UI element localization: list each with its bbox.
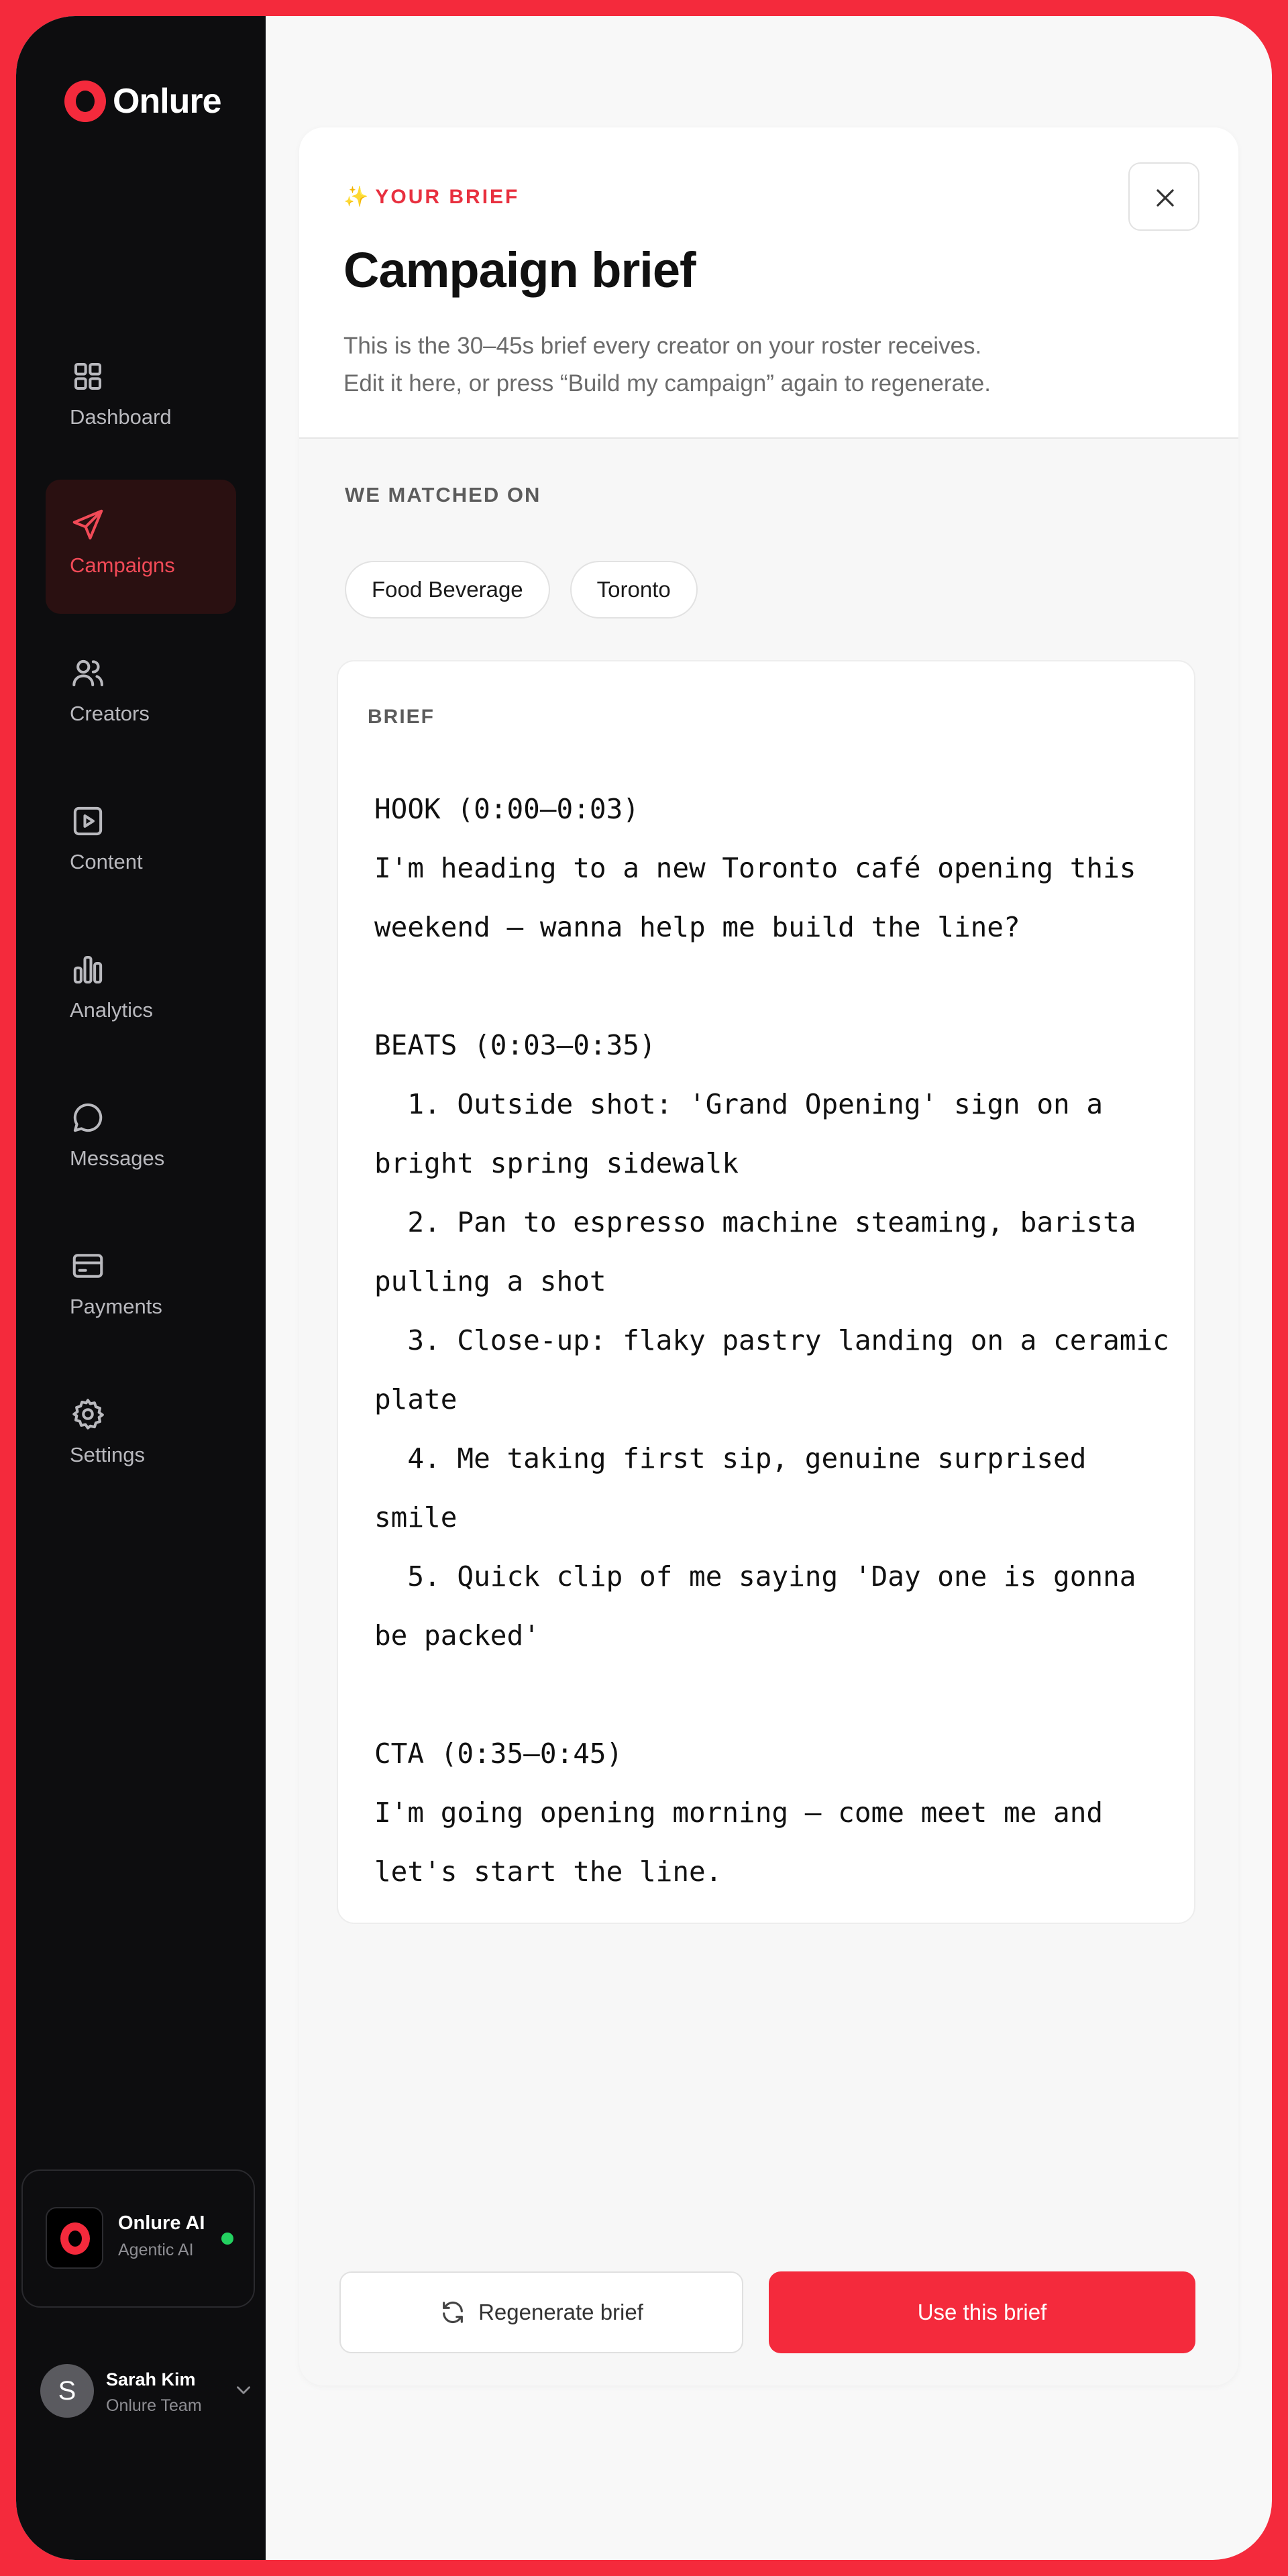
onlure-ai-logo-icon [46, 2207, 103, 2269]
play-icon [70, 803, 106, 839]
sidebar [16, 16, 266, 2560]
sidebar-item-label: Messages [70, 1146, 165, 1170]
send-icon [70, 506, 106, 543]
grid-icon [70, 358, 106, 394]
sidebar-item-campaigns[interactable] [46, 480, 236, 614]
sidebar-item-creators[interactable] [46, 628, 236, 762]
sidebar-item-label: Campaigns [70, 553, 175, 577]
brand-logo[interactable] [64, 80, 221, 122]
ai-subtitle: Agentic AI [118, 2241, 194, 2259]
sparkles-icon: ✨ [343, 186, 369, 208]
matched-chips [345, 561, 718, 619]
chip-food-beverage[interactable]: Food Beverage [345, 561, 550, 619]
user-menu[interactable] [40, 2364, 255, 2431]
brief-label: BRIEF [368, 706, 435, 728]
chip-toronto[interactable]: Toronto [570, 561, 698, 619]
sidebar-item-messages[interactable] [46, 1073, 236, 1207]
onlure-logo-icon [64, 80, 106, 122]
description-line: This is the 30–45s brief every creator on your roster receives. [343, 333, 982, 359]
user-name: Sarah Kim [106, 2369, 196, 2390]
ai-assistant-card[interactable] [21, 2169, 255, 2308]
description-line: Edit it here, or press “Build my campaign” again to regenerate. [343, 370, 991, 396]
close-icon [1152, 185, 1178, 211]
chevron-down-icon [232, 2379, 255, 2402]
sidebar-item-label: Settings [70, 1443, 146, 1466]
gear-icon [70, 1396, 106, 1432]
regenerate-label: Regenerate brief [478, 2300, 643, 2324]
online-status-dot [221, 2233, 233, 2245]
ai-name: Onlure AI [118, 2212, 205, 2234]
regenerate-brief-button[interactable] [339, 2271, 743, 2353]
use-this-brief-button[interactable]: Use this brief [769, 2271, 1195, 2353]
user-team: Onlure Team [106, 2396, 202, 2415]
brief-text-editor[interactable]: HOOK (0:00–0:03) I'm heading to a new Toronto café opening this weekend – wanna help me build the line? BEATS (0:03–0:35) 1. Outside shot: 'Grand Opening' sign on a bright spring sidewalk 2. Pan to espresso machine steaming, barista pulling a shot 3. Close-up: flaky pastry landing on a ceramic plate 4. Me taking first sip, genuine surprised smile 5. Quick clip of me saying 'Day one is gonna be packed' CTA (0:35–0:45) I'm going opening morning – come meet me and let's start the line. [374, 793, 1169, 1888]
sidebar-item-label: Dashboard [70, 405, 172, 429]
panel-header [299, 127, 1238, 439]
sidebar-item-analytics[interactable] [46, 924, 236, 1059]
bar-chart-icon [70, 951, 106, 987]
brand-name: Onlure [113, 82, 221, 121]
eyebrow-label: YOUR BRIEF [375, 186, 520, 208]
sidebar-item-payments[interactable] [46, 1221, 236, 1355]
credit-card-icon [70, 1248, 106, 1284]
sidebar-item-label: Content [70, 850, 143, 873]
eyebrow [343, 185, 519, 209]
page-title: Campaign brief [343, 242, 696, 298]
avatar: S [40, 2364, 94, 2418]
message-icon [70, 1099, 106, 1136]
sidebar-nav [46, 331, 236, 1517]
sidebar-item-settings[interactable] [46, 1369, 236, 1503]
sidebar-item-content[interactable] [46, 776, 236, 910]
sidebar-item-dashboard[interactable] [46, 331, 236, 466]
brief-card [337, 660, 1195, 1924]
campaign-brief-panel [299, 127, 1238, 2385]
matched-on-label: WE MATCHED ON [345, 483, 541, 506]
sidebar-item-label: Analytics [70, 998, 154, 1022]
refresh-icon [439, 2299, 466, 2326]
sidebar-item-label: Payments [70, 1295, 162, 1318]
app-window [16, 16, 1272, 2560]
users-icon [70, 655, 106, 691]
close-button[interactable] [1128, 162, 1199, 231]
panel-description [343, 327, 1081, 402]
sidebar-item-label: Creators [70, 702, 150, 725]
